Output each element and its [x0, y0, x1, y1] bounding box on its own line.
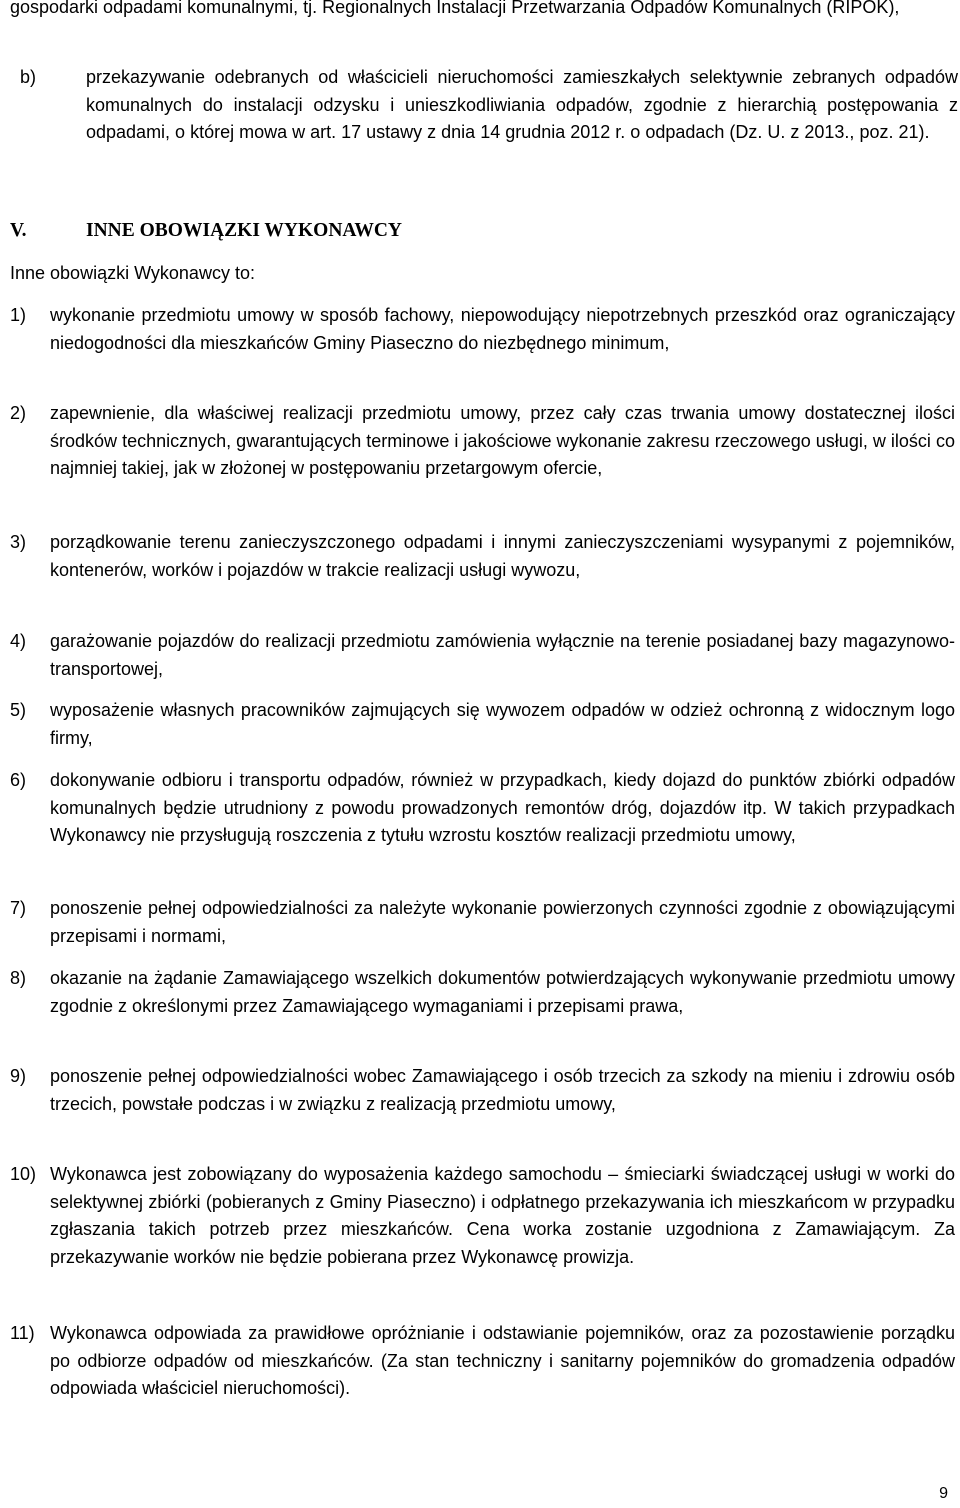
list-item — [10, 965, 955, 1020]
list-number: 10) — [10, 1164, 37, 1184]
list-item — [10, 302, 955, 357]
continued-item-text: gospodarki odpadami komunalnymi, tj. Regionalnych Instalacji Przetwarzania Odpadów Komunalnych (RIPOK), — [10, 0, 900, 17]
list-item — [10, 1063, 955, 1118]
section-number: V. — [10, 220, 27, 241]
section-intro: Inne obowiązki Wykonawcy to: — [10, 263, 255, 283]
list-item-text: wyposażenie własnych pracowników zajmujących się wywozem odpadów w odzież ochronną z widocznym logo firmy, — [50, 700, 955, 748]
list-item — [10, 529, 955, 584]
list-item-text: okazanie na żądanie Zamawiającego wszelkich dokumentów potwierdzających wykonywanie przedmiotu umowy zgodnie z określonymi przez Zamawiającego wymaganiami i przepisami prawa, — [50, 968, 955, 1016]
list-number: 9) — [10, 1066, 27, 1086]
list-item — [10, 767, 955, 850]
list-item-text: Wykonawca odpowiada za prawidłowe opróżnianie i odstawianie pojemników, oraz za pozostawienie porządku po odbiorze odpadów od mieszkańców. (Za stan techniczny i sanitarny pojemników do gromadzenia odpadów odpowiada właściciel nieruchomości). — [50, 1323, 955, 1398]
list-item — [10, 895, 955, 950]
list-item-text: ponoszenie pełnej odpowiedzialności za należyte wykonanie powierzonych czynności zgodnie z obowiązującymi przepisami i normami, — [50, 898, 955, 946]
list-item-text: garażowanie pojazdów do realizacji przedmiotu zamówienia wyłącznie na terenie posiadanej bazy magazynowo-transportowej, — [50, 631, 955, 679]
list-number: 3) — [10, 532, 27, 552]
list-marker: b) — [20, 67, 37, 87]
section-title: INNE OBOWIĄZKI WYKONAWCY — [86, 220, 403, 241]
page-number: 9 — [939, 1485, 948, 1502]
list-number: 8) — [10, 968, 27, 988]
list-item — [10, 400, 955, 483]
section-heading — [10, 217, 402, 245]
list-item-text: porządkowanie terenu zanieczyszczonego odpadami i innymi zanieczyszczeniami wysypanymi z pojemników, kontenerów, worków i pojazdów w trakcie realizacji usługi wywozu, — [50, 532, 955, 580]
list-item — [10, 1161, 955, 1271]
list-number: 1) — [10, 305, 27, 325]
list-item-text: Wykonawca jest zobowiązany do wyposażenia każdego samochodu – śmieciarki świadczącej usługi w worki do selektywnej zbiórki (pobieranych z Gminy Piaseczno) i odpłatnego przekazywania ich mieszkańcom w przypadku zgłaszania takich potrzeb przez mieszkańców. Cena worka zostanie uzgodniona z Zamawiającym. Za przekazywanie worków nie będzie pobierana przez Wykonawcę prowizja. — [50, 1164, 955, 1267]
list-item-text: przekazywanie odebranych od właścicieli nieruchomości zamieszkałych selektywnie zebranych odpadów komunalnych do instalacji odzysku i unieszkodliwiania odpadów, zgodnie z hierarchią postępowania z odpadami, o której mowa w art. 17 ustawy z dnia 14 grudnia 2012 r. o odpadach (Dz. U. z 2013., poz. 21). — [86, 67, 958, 142]
list-item-text: wykonanie przedmiotu umowy w sposób fachowy, niepowodujący niepotrzebnych przeszkód oraz ograniczający niedogodności dla mieszkańców Gminy Piaseczno do niezbędnego minimum, — [50, 305, 955, 353]
continued-list-item — [10, 0, 958, 22]
list-number: 11) — [10, 1323, 35, 1343]
list-item — [10, 697, 955, 752]
list-number: 6) — [10, 770, 27, 790]
list-number: 4) — [10, 631, 27, 651]
list-item-b — [10, 64, 958, 147]
list-number: 5) — [10, 700, 27, 720]
list-item — [10, 628, 955, 683]
list-item — [10, 1320, 955, 1403]
list-number: 7) — [10, 898, 27, 918]
list-item-text: dokonywanie odbioru i transportu odpadów, również w przypadkach, kiedy dojazd do punktów zbiórki odpadów komunalnych będzie utrudniony z powodu prowadzonych remontów dróg, dojazdów itp. W takich przypadkach Wykonawcy nie przysługują roszczenia z tytułu wzrostu kosztów realizacji przedmiotu umowy, — [50, 770, 955, 845]
list-number: 2) — [10, 403, 27, 423]
list-item-text: zapewnienie, dla właściwej realizacji przedmiotu umowy, przez cały czas trwania umowy dostatecznej ilości środków technicznych, gwarantujących terminowe i jakościowe wykonanie zakresu rzeczowego usługi, w ilości co najmniej takiej, jak w złożonej w postępowaniu przetargowym ofercie, — [50, 403, 955, 478]
list-item-text: ponoszenie pełnej odpowiedzialności wobec Zamawiającego i osób trzecich za szkody na mieniu i zdrowiu osób trzecich, powstałe podczas i w związku z realizacją przedmiotu umowy, — [50, 1066, 955, 1114]
